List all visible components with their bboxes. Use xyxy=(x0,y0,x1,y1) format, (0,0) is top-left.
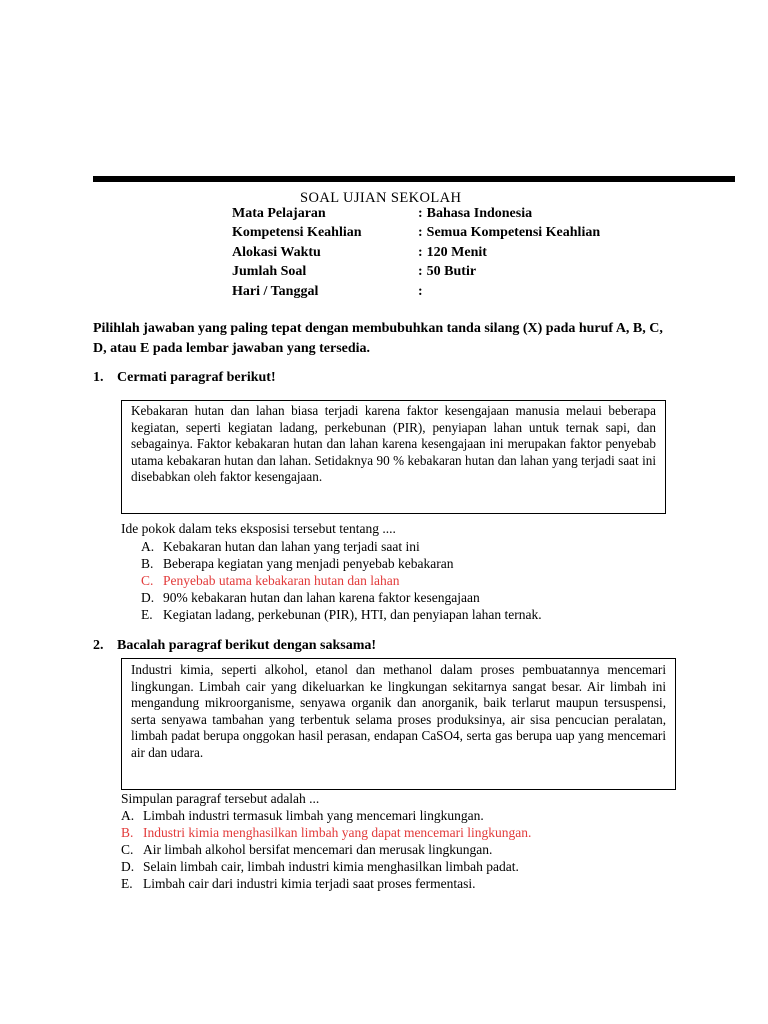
option-letter: E. xyxy=(141,607,153,622)
option-letter: A. xyxy=(121,808,135,823)
question-number: 2. xyxy=(93,638,104,653)
question-2-heading xyxy=(93,638,376,654)
option-text: Beberapa kegiatan yang menjadi penyebab kebakaran xyxy=(163,556,454,571)
option-letter: D. xyxy=(141,590,155,605)
info-label: Mata Pelajaran xyxy=(232,206,326,221)
document-title: SOAL UJIAN SEKOLAH xyxy=(300,190,462,206)
option-text: Limbah industri termasuk limbah yang mencemari lingkungan. xyxy=(143,808,484,823)
option-text: Air limbah alkohol bersifat mencemari dan merusak lingkungan. xyxy=(143,842,493,857)
question-1-prompt: Ide pokok dalam teks eksposisi tersebut tentang .... xyxy=(121,521,396,536)
option-text: Industri kimia menghasilkan limbah yang dapat mencemari lingkungan. xyxy=(143,825,532,840)
option-letter: C. xyxy=(121,842,134,857)
question-1-heading xyxy=(93,370,276,386)
info-value: Semua Kompetensi Keahlian xyxy=(426,225,601,241)
question-heading-text: Cermati paragraf berikut! xyxy=(117,370,276,385)
info-value: 50 Butir xyxy=(426,264,477,280)
question-2-prompt: Simpulan paragraf tersebut adalah ... xyxy=(121,791,320,806)
info-label: Jumlah Soal xyxy=(232,264,307,280)
option-letter: D. xyxy=(121,859,135,874)
info-value: Bahasa Indonesia xyxy=(426,206,533,221)
option-letter: B. xyxy=(141,556,154,571)
option-text: 90% kebakaran hutan dan lahan karena faktor kesengajaan xyxy=(163,590,480,605)
info-label: Hari / Tanggal xyxy=(232,283,319,299)
option-letter: C. xyxy=(141,573,154,588)
info-label: Kompetensi Keahlian xyxy=(232,225,362,241)
info-value: 120 Menit xyxy=(426,244,487,260)
info-label: Alokasi Waktu xyxy=(232,244,321,260)
instruction-text: Pilihlah jawaban yang paling tepat dengan membubuhkan tanda silang (X) pada huruf A, B, C, D, atau E pada lembar jawaban yang tersedia. xyxy=(93,321,663,356)
option-letter: B. xyxy=(121,825,134,840)
option-letter: E. xyxy=(121,876,133,891)
question-number: 1. xyxy=(93,370,104,385)
option-letter: A. xyxy=(141,539,155,554)
option-text: Limbah cair dari industri kimia terjadi saat proses fermentasi. xyxy=(143,876,476,891)
question-2-passage: Industri kimia, seperti alkohol, etanol dan methanol dalam proses pembuatannya mencemari lingkungan. Limbah cair yang dikeluarkan ke lingkungan sekitarnya sangat besar. Air limbah ini mengandung mikroorganisme, senyawa organik dan anorganik, baik terlarut maupun tersuspensi, serta senyawa tambahan yang terbentuk selama proses produksinya, air sisa pencucian peralatan, limbah padat berupa onggokan hasil perasan, endapan CaSO4, serta gas berupa uap yang mencemari air dan udara. xyxy=(121,658,676,790)
question-1-passage: Kebakaran hutan dan lahan biasa terjadi karena faktor kesengajaan manusia melaui beberapa kegiatan, seperti kegiatan ladang, perkebunan (PIR), penyiapan lahan untuk ternak sapi, dan sebagainya. Faktor kebakaran hutan dan lahan karena kesengajaan ini merupakan faktor penyebab utama kebakaran hutan dan lahan. Setidaknya 90 % kebakaran hutan dan lahan yang terjadi saat ini disebabkan oleh faktor kesengajaan. xyxy=(121,400,666,514)
option-text: Penyebab utama kebakaran hutan dan lahan xyxy=(163,573,400,588)
option-text: Kebakaran hutan dan lahan yang terjadi saat ini xyxy=(163,539,420,554)
option-text: Kegiatan ladang, perkebunan (PIR), HTI, dan penyiapan lahan ternak. xyxy=(163,607,542,622)
question-heading-text: Bacalah paragraf berikut dengan saksama! xyxy=(117,638,377,653)
header-rule xyxy=(93,176,735,182)
option-text: Selain limbah cair, limbah industri kimia menghasilkan limbah padat. xyxy=(143,859,519,874)
